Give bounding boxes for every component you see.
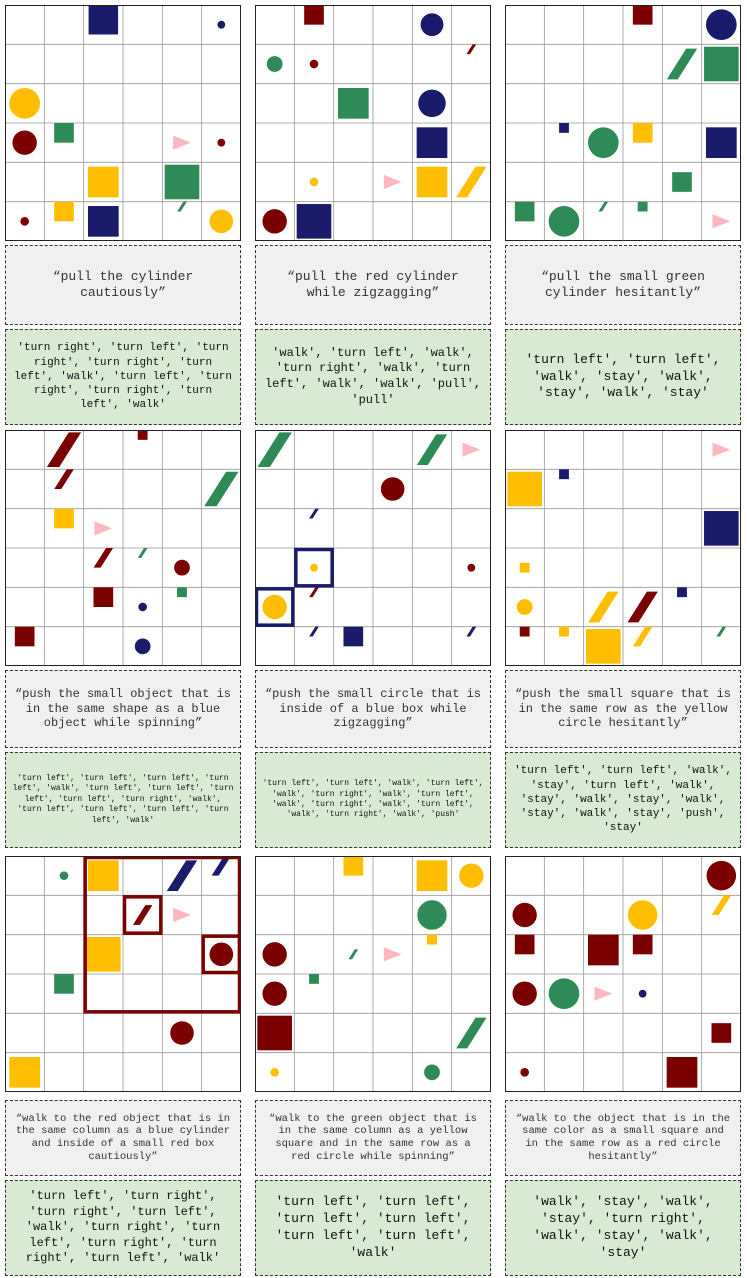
green-square [309, 974, 319, 984]
blue-square [706, 127, 737, 158]
action-sequence-text: 'walk', 'turn left', 'walk', 'turn right', 'walk', 'turn left', 'walk', 'walk', 'pull', 'pull' [264, 345, 482, 407]
green-circle [549, 206, 580, 237]
red-square [633, 935, 653, 955]
blue-circle [421, 13, 444, 36]
yellow-square [417, 167, 448, 198]
instruction-box-6 [505, 670, 741, 748]
red-circle [262, 981, 286, 1005]
yellow-square [559, 627, 569, 637]
instruction-box-5 [255, 670, 491, 748]
instruction-box-1 [5, 245, 241, 325]
panel-4 [5, 430, 241, 848]
grid-panel-5 [255, 430, 491, 666]
panel-2 [255, 5, 491, 425]
blue-square [344, 627, 364, 647]
action-sequence-text: 'turn left', 'turn right', 'turn right', 'turn left', 'walk', 'turn right', 'turn left', 'turn right', 'turn right', 'turn left', 'walk' [25, 1189, 221, 1266]
green-square [515, 202, 535, 222]
red-circle [210, 943, 234, 967]
yellow-square [86, 937, 121, 972]
red-circle [217, 139, 225, 147]
green-circle [424, 1064, 440, 1080]
grid-panel-4 [5, 430, 241, 666]
blue-square [704, 511, 739, 546]
instruction-text: “push the small square that is in the same row as the yellow circle hesitantly” [514, 687, 732, 731]
green-square [338, 88, 369, 119]
action-sequence-text: 'turn left', 'turn left', 'walk', 'turn left', 'walk', 'turn right', 'walk', 'turn left', 'walk', 'turn right', 'walk', 'turn left', 'walk', 'turn right', 'walk', 'push' [262, 779, 484, 820]
yellow-circle [270, 1068, 279, 1077]
red-circle [262, 942, 286, 966]
grid-panel-7 [5, 856, 241, 1092]
yellow-square [9, 1057, 40, 1088]
green-square [177, 587, 187, 597]
panel-9 [505, 856, 741, 1276]
instruction-text: “push the small circle that is inside of a blue box while zigzagging” [264, 687, 482, 731]
red-circle [310, 60, 319, 69]
yellow-circle [310, 564, 318, 572]
instruction-box-2 [255, 245, 491, 325]
blue-circle [217, 21, 225, 29]
blue-square [559, 469, 569, 479]
action-box-2 [255, 329, 491, 425]
yellow-circle [628, 900, 658, 930]
yellow-square [54, 202, 74, 222]
yellow-square [586, 629, 621, 664]
green-square [672, 172, 692, 192]
panel-8 [255, 856, 491, 1276]
blue-circle [639, 990, 647, 998]
red-circle [520, 1068, 529, 1077]
panel-3 [505, 5, 741, 425]
instruction-box-4 [5, 670, 241, 748]
red-circle [381, 477, 405, 501]
grid-panel-3 [505, 5, 741, 241]
green-circle [549, 978, 580, 1009]
yellow-circle [310, 178, 319, 187]
panel-6 [505, 430, 741, 848]
blue-circle [706, 9, 737, 40]
yellow-circle [210, 210, 234, 234]
red-square [667, 1057, 698, 1088]
instruction-text: “pull the cylinder cautiously” [52, 269, 194, 300]
red-circle [12, 130, 36, 154]
blue-circle [418, 90, 446, 118]
red-circle [707, 861, 737, 891]
instruction-box-8 [255, 1100, 491, 1176]
yellow-circle [262, 595, 286, 619]
green-circle [60, 871, 69, 880]
grid-panel-1 [5, 5, 241, 241]
yellow-square [54, 509, 74, 529]
red-square [138, 430, 148, 440]
blue-circle [138, 603, 147, 612]
yellow-square [633, 123, 653, 143]
yellow-circle [9, 88, 40, 119]
blue-square [297, 204, 332, 239]
action-box-5 [255, 752, 491, 848]
red-square [257, 1016, 292, 1051]
red-square [15, 627, 35, 647]
red-square [712, 1023, 732, 1043]
green-circle [417, 900, 447, 930]
panel-1 [5, 5, 241, 425]
instruction-box-3 [505, 245, 741, 325]
action-sequence-text: 'turn right', 'turn left', 'turn right', 'turn right', 'turn left', 'walk', 'turn left', 'turn right', 'turn right', 'turn left', 'walk' [14, 342, 232, 412]
instruction-text: “push the small object that is in the same shape as a blue object while spinning” [14, 687, 232, 731]
yellow-square [88, 860, 119, 891]
red-circle [170, 1021, 194, 1045]
green-square [704, 47, 739, 82]
red-square [94, 587, 114, 607]
green-circle [588, 127, 619, 158]
action-box-1 [5, 329, 241, 425]
green-square [54, 123, 74, 143]
action-sequence-text: 'turn left', 'turn left', 'walk', 'stay', 'turn left', 'walk', 'stay', 'walk', 'stay', 'walk', 'stay', 'walk', 'stay', 'push', 'stay' [514, 765, 732, 835]
red-circle [262, 209, 286, 233]
red-circle [512, 903, 536, 927]
yellow-circle [459, 863, 483, 887]
yellow-square [88, 167, 119, 198]
red-square [515, 935, 535, 955]
red-square [588, 935, 619, 966]
instruction-text: “pull the small green cylinder hesitantly” [541, 269, 705, 300]
instruction-box-7 [5, 1100, 241, 1176]
red-circle [174, 560, 190, 576]
yellow-square [427, 935, 437, 945]
yellow-circle [517, 599, 533, 615]
instruction-text: “walk to the object that is in the same color as a small square and in the same row as a red circle hesitantly” [515, 1112, 731, 1163]
blue-square [417, 127, 448, 158]
blue-square [89, 5, 119, 35]
yellow-square [344, 856, 364, 876]
action-sequence-text: 'walk', 'stay', 'walk', 'stay', 'turn right', 'walk', 'stay', 'walk', 'stay' [533, 1194, 713, 1260]
action-box-4 [5, 752, 241, 848]
grid-panel-6 [505, 430, 741, 666]
blue-square [677, 587, 687, 597]
green-square [638, 202, 648, 212]
red-circle [20, 217, 29, 226]
action-sequence-text: 'turn left', 'turn left', 'turn left', 'turn left', 'turn left', 'turn left', 'walk' [275, 1194, 471, 1260]
action-box-9 [505, 1180, 741, 1276]
red-circle [512, 981, 536, 1005]
action-box-6 [505, 752, 741, 848]
blue-square [88, 206, 119, 237]
green-circle [267, 56, 283, 72]
action-sequence-text: 'turn left', 'turn left', 'walk', 'stay', 'walk', 'stay', 'walk', 'stay' [525, 351, 721, 401]
blue-circle [135, 638, 151, 654]
grid-panel-2 [255, 5, 491, 241]
grid-panel-8 [255, 856, 491, 1092]
red-square [520, 627, 530, 637]
yellow-square [507, 472, 542, 507]
yellow-square [520, 563, 530, 573]
red-square [633, 5, 653, 25]
green-square [165, 165, 200, 200]
red-circle [467, 564, 475, 572]
panel-5 [255, 430, 491, 848]
action-box-7 [5, 1180, 241, 1276]
instruction-text: “pull the red cylinder while zigzagging” [287, 269, 459, 300]
grid-panel-9 [505, 856, 741, 1092]
instruction-text: “walk to the green object that is in the same column as a yellow square and in the same row as a red circle while spinning” [269, 1112, 477, 1163]
action-box-8 [255, 1180, 491, 1276]
green-square [54, 974, 74, 994]
panel-7 [5, 856, 241, 1276]
action-box-3 [505, 329, 741, 425]
red-square [304, 5, 324, 25]
action-sequence-text: 'turn left', 'turn left', 'turn left', 'turn left', 'walk', 'turn left', 'turn left', 'turn left', 'turn left', 'turn right', 'walk', 'turn left', 'turn left', 'turn left', 'turn left', 'walk' [12, 774, 234, 825]
blue-square [559, 123, 569, 133]
instruction-text: “walk to the red object that is in the same column as a blue cylinder and inside of a small red box cautiously” [15, 1112, 231, 1163]
yellow-square [417, 860, 448, 891]
instruction-box-9 [505, 1100, 741, 1176]
